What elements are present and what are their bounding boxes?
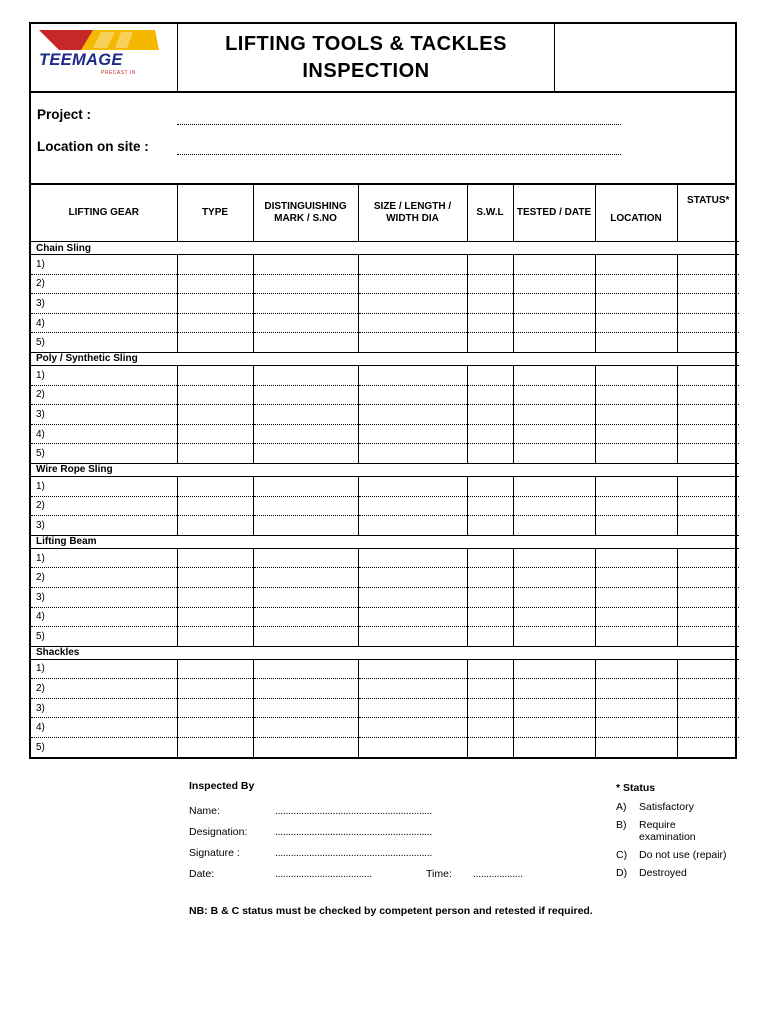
table-cell[interactable] [595,679,677,699]
row-number: 3) [31,516,177,536]
table-row [31,496,739,516]
table-cell[interactable] [513,313,595,333]
row-number: 1) [31,255,177,275]
status-item-b-line2: examination [639,831,696,843]
table-cell[interactable] [177,274,253,294]
table-cell[interactable] [513,607,595,627]
table-cell[interactable] [677,255,739,275]
table-cell[interactable] [358,738,467,757]
table-body [31,242,739,757]
table-cell[interactable] [595,274,677,294]
table-cell[interactable] [177,294,253,314]
table-row [31,659,739,679]
table-cell[interactable] [677,718,739,738]
table-cell[interactable] [677,365,739,385]
category-label: Poly / Synthetic Sling [31,352,739,365]
table-cell[interactable] [677,738,739,757]
table-cell[interactable] [513,385,595,405]
table-cell[interactable] [177,738,253,757]
table-cell[interactable] [513,659,595,679]
project-label: Project : [37,107,92,122]
table-cell[interactable] [467,698,513,718]
table-cell[interactable] [595,333,677,353]
table-cell[interactable] [358,255,467,275]
table-row [31,698,739,718]
table-cell[interactable] [177,313,253,333]
category-row [31,352,739,365]
table-cell[interactable] [467,587,513,607]
inspected-by-title: Inspected By [189,780,255,792]
row-number: 1) [31,659,177,679]
project-field[interactable] [177,116,621,125]
table-cell[interactable] [177,255,253,275]
row-number: 3) [31,405,177,425]
table-cell[interactable] [358,627,467,647]
table-cell[interactable] [253,659,358,679]
table-cell[interactable] [677,294,739,314]
table-cell[interactable] [513,444,595,464]
table-cell[interactable] [595,365,677,385]
table-cell[interactable] [595,516,677,536]
table-cell[interactable] [358,607,467,627]
table-cell[interactable] [358,444,467,464]
footer-note: NB: B & C status must be checked by competent person and retested if required. [189,905,593,917]
logo-roof-icon [37,28,159,52]
table-row [31,385,739,405]
table-cell[interactable] [358,516,467,536]
category-row [31,535,739,548]
table-cell[interactable] [513,365,595,385]
table-cell[interactable] [595,738,677,757]
table-cell[interactable] [358,365,467,385]
table-cell[interactable] [595,718,677,738]
table-cell[interactable] [358,405,467,425]
table-row [31,255,739,275]
table-cell[interactable] [513,255,595,275]
time-field[interactable]: ................... [473,868,523,880]
signature-label: Signature : [189,847,240,859]
table-cell[interactable] [177,385,253,405]
table-cell[interactable] [467,718,513,738]
table-cell[interactable] [358,568,467,588]
table-cell[interactable] [177,718,253,738]
table-cell[interactable] [177,607,253,627]
table-cell[interactable] [358,679,467,699]
table-cell[interactable] [253,385,358,405]
table-cell[interactable] [253,679,358,699]
category-row [31,242,739,255]
location-field[interactable] [177,146,621,155]
table-cell[interactable] [253,548,358,568]
table-row [31,718,739,738]
row-number: 4) [31,718,177,738]
table-cell[interactable] [513,424,595,444]
row-number: 3) [31,698,177,718]
table-cell[interactable] [677,587,739,607]
table-cell[interactable] [253,516,358,536]
table-cell[interactable] [595,424,677,444]
row-number: 5) [31,627,177,647]
table-cell[interactable] [358,424,467,444]
table-row [31,405,739,425]
table-cell[interactable] [595,607,677,627]
table-cell[interactable] [253,424,358,444]
table-cell[interactable] [595,659,677,679]
table-cell[interactable] [467,496,513,516]
col-distinguishing-mark: DISTINGUISHING MARK / S.NO [253,185,358,242]
table-cell[interactable] [677,385,739,405]
table-row [31,476,739,496]
table-cell[interactable] [677,627,739,647]
table-cell[interactable] [177,679,253,699]
table-cell[interactable] [177,405,253,425]
table-cell[interactable] [677,313,739,333]
table-cell[interactable] [513,627,595,647]
table-cell[interactable] [467,255,513,275]
table-cell[interactable] [595,476,677,496]
table-cell[interactable] [177,333,253,353]
logo-text: TEEMAGE [39,51,123,69]
row-number: 5) [31,333,177,353]
table-cell[interactable] [467,365,513,385]
table-cell[interactable] [177,568,253,588]
table-cell[interactable] [358,476,467,496]
table-cell[interactable] [513,294,595,314]
table-cell[interactable] [513,333,595,353]
category-label: Shackles [31,646,739,659]
status-item-a: A) Satisfactory [616,801,694,813]
table-cell[interactable] [358,294,467,314]
table-cell[interactable] [253,294,358,314]
row-number: 4) [31,607,177,627]
table-cell[interactable] [358,718,467,738]
table-cell[interactable] [253,476,358,496]
table-cell[interactable] [513,718,595,738]
table-cell[interactable] [677,659,739,679]
table-cell[interactable] [513,698,595,718]
date-label: Date: [189,868,215,880]
table-cell[interactable] [513,496,595,516]
table-cell[interactable] [595,548,677,568]
col-tested-date: TESTED / DATE [513,185,595,242]
row-number: 3) [31,587,177,607]
category-row [31,463,739,476]
row-number: 1) [31,548,177,568]
table-cell[interactable] [177,698,253,718]
table-cell[interactable] [595,568,677,588]
col-swl: S.W.L [467,185,513,242]
table-cell[interactable] [467,274,513,294]
table-cell[interactable] [595,587,677,607]
table-row [31,294,739,314]
category-label: Chain Sling [31,242,739,255]
table-row [31,274,739,294]
table-cell[interactable] [677,476,739,496]
table-cell[interactable] [513,679,595,699]
table-cell[interactable] [253,568,358,588]
table-cell[interactable] [253,274,358,294]
form-title [178,24,555,91]
row-number: 2) [31,679,177,699]
table-cell[interactable] [467,627,513,647]
status-item-b: B) Require [616,819,676,831]
table-row [31,365,739,385]
table-cell[interactable] [513,548,595,568]
row-number: 5) [31,738,177,757]
table-cell[interactable] [677,274,739,294]
form-header [31,24,735,93]
header-blank-cell [555,24,735,91]
table-cell[interactable] [467,516,513,536]
table-cell[interactable] [677,679,739,699]
location-label: Location on site : [37,139,149,154]
table-cell[interactable] [467,679,513,699]
table-cell[interactable] [177,444,253,464]
table-row [31,627,739,647]
table-row [31,333,739,353]
signature-field[interactable]: ............................................................ [275,847,433,859]
table-cell[interactable] [595,385,677,405]
table-cell[interactable] [467,444,513,464]
table-row [31,444,739,464]
table-cell[interactable] [358,659,467,679]
table-cell[interactable] [677,333,739,353]
table-cell[interactable] [467,405,513,425]
col-type: TYPE [177,185,253,242]
table-cell[interactable] [467,607,513,627]
table-cell[interactable] [513,405,595,425]
table-row [31,587,739,607]
col-lifting-gear: LIFTING GEAR [31,185,177,242]
row-number: 2) [31,385,177,405]
table-cell[interactable] [467,738,513,757]
table-cell[interactable] [467,385,513,405]
title-line-1: LIFTING TOOLS & TACKLES [225,32,507,55]
table-cell[interactable] [177,424,253,444]
table-cell[interactable] [358,548,467,568]
table-cell[interactable] [513,516,595,536]
table-cell[interactable] [253,627,358,647]
table-cell[interactable] [358,274,467,294]
table-cell[interactable] [177,548,253,568]
table-cell[interactable] [467,548,513,568]
table-cell[interactable] [677,568,739,588]
table-cell[interactable] [177,659,253,679]
table-row [31,679,739,699]
table-cell[interactable] [253,444,358,464]
table-cell[interactable] [595,496,677,516]
col-status: STATUS* [677,185,739,242]
row-number: 2) [31,496,177,516]
table-cell[interactable] [513,568,595,588]
table-cell[interactable] [177,516,253,536]
table-cell[interactable] [467,424,513,444]
table-cell[interactable] [467,333,513,353]
table-cell[interactable] [595,444,677,464]
table-cell[interactable] [595,405,677,425]
table-cell[interactable] [253,738,358,757]
name-label: Name: [189,805,220,817]
table-cell[interactable] [595,294,677,314]
inspection-table [31,185,739,757]
table-cell[interactable] [358,587,467,607]
table-cell[interactable] [677,548,739,568]
row-number: 2) [31,568,177,588]
row-number: 1) [31,365,177,385]
table-cell[interactable] [177,587,253,607]
table-cell[interactable] [253,333,358,353]
table-cell[interactable] [467,476,513,496]
table-cell[interactable] [677,698,739,718]
table-cell[interactable] [177,476,253,496]
row-number: 3) [31,294,177,314]
col-size: SIZE / LENGTH / WIDTH DIA [358,185,467,242]
table-cell[interactable] [177,627,253,647]
table-cell[interactable] [677,424,739,444]
table-cell[interactable] [677,405,739,425]
date-field[interactable]: ..................................... [275,868,372,880]
table-cell[interactable] [677,444,739,464]
table-cell[interactable] [358,385,467,405]
table-row [31,424,739,444]
time-label: Time: [426,868,452,880]
table-cell[interactable] [253,255,358,275]
inspection-form [29,22,737,759]
logo-subtext: PRECAST IN [101,70,136,76]
table-cell[interactable] [253,587,358,607]
title-line-2: INSPECTION [302,59,430,82]
table-cell[interactable] [253,698,358,718]
table-cell[interactable] [677,496,739,516]
table-cell[interactable] [513,274,595,294]
row-number: 4) [31,424,177,444]
project-block [31,93,735,185]
table-cell[interactable] [513,738,595,757]
table-cell[interactable] [513,587,595,607]
row-number: 5) [31,444,177,464]
table-cell[interactable] [513,476,595,496]
category-row [31,646,739,659]
name-field[interactable]: ............................................................ [275,805,433,817]
table-row [31,516,739,536]
table-cell[interactable] [253,607,358,627]
status-item-d: D) Destroyed [616,867,687,879]
status-item-c: C) Do not use (repair) [616,849,727,861]
table-row [31,548,739,568]
table-row [31,607,739,627]
status-legend-title: * Status [616,782,656,794]
col-location: LOCATION [595,185,677,242]
table-row [31,313,739,333]
table-cell[interactable] [177,365,253,385]
table-cell[interactable] [595,627,677,647]
table-cell[interactable] [677,516,739,536]
designation-field[interactable]: ............................................................ [275,826,433,838]
table-cell[interactable] [595,698,677,718]
table-cell[interactable] [467,294,513,314]
table-cell[interactable] [253,496,358,516]
table-cell[interactable] [467,659,513,679]
table-cell[interactable] [358,496,467,516]
table-cell[interactable] [253,313,358,333]
table-cell[interactable] [467,568,513,588]
table-cell[interactable] [595,255,677,275]
table-row [31,568,739,588]
table-cell[interactable] [358,333,467,353]
table-cell[interactable] [595,313,677,333]
category-label: Wire Rope Sling [31,463,739,476]
table-cell[interactable] [177,496,253,516]
table-cell[interactable] [253,405,358,425]
table-cell[interactable] [358,313,467,333]
row-number: 2) [31,274,177,294]
table-header-row [31,185,739,242]
table-row [31,738,739,757]
row-number: 1) [31,476,177,496]
table-cell[interactable] [253,365,358,385]
table-cell[interactable] [253,718,358,738]
category-label: Lifting Beam [31,535,739,548]
company-logo [31,24,178,91]
table-cell[interactable] [677,607,739,627]
designation-label: Designation: [189,826,248,838]
row-number: 4) [31,313,177,333]
table-cell[interactable] [467,313,513,333]
table-cell[interactable] [358,698,467,718]
